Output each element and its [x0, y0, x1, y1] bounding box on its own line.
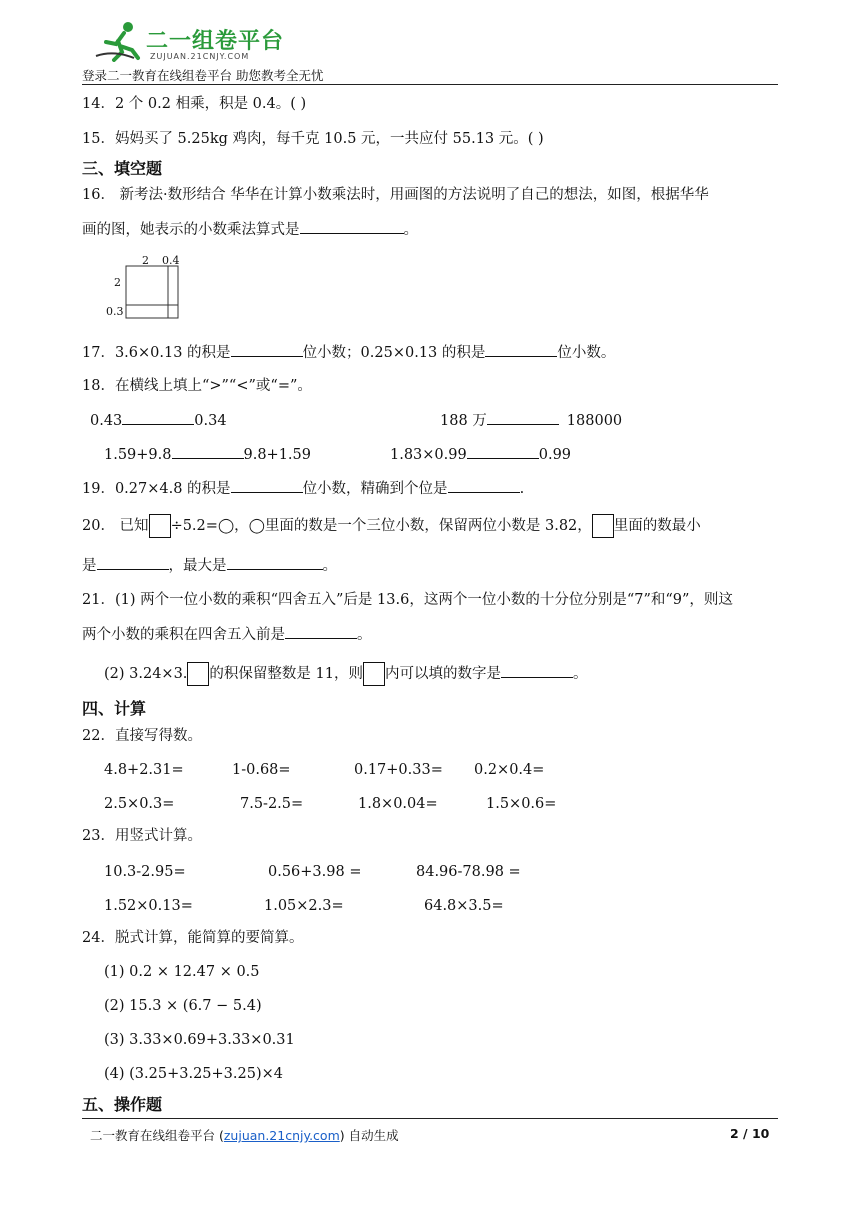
question-20-line2: [82, 555, 337, 576]
compare-right: 0.99: [538, 447, 572, 463]
question-21-part2: [104, 662, 587, 686]
calc-item: 1.8×0.04=: [358, 796, 438, 812]
answer-box[interactable]: [149, 514, 171, 538]
calc-item: 64.8×3.5=: [424, 898, 504, 914]
header-slogan: 登录二一教育在线组卷平台 助您教考全无忧: [82, 68, 324, 83]
logo: [94, 20, 294, 64]
answer-blank[interactable]: [487, 410, 559, 425]
question-23-prompt: 23．用竖式计算。: [82, 828, 202, 844]
question-21-p2a: (2) 3.24×3.: [104, 666, 188, 682]
answer-blank[interactable]: [448, 478, 520, 493]
question-18-prompt: 18．在横线上填上“>”“<”或“=”。: [82, 378, 312, 394]
question-21-line2: [82, 624, 372, 645]
calc-item: (4) (3.25+3.25+3.25)×4: [104, 1066, 283, 1082]
question-24-prompt: 24．脱式计算，能简算的要简算。: [82, 930, 304, 946]
compare-right: 0.34: [194, 413, 227, 429]
compare-left: 1.59+9.8: [104, 447, 172, 463]
question-19: [82, 478, 524, 499]
answer-box[interactable]: [363, 662, 385, 686]
question-21-text: 两个小数的乘积在四舍五入前是: [82, 627, 285, 643]
compare-item: [440, 410, 622, 431]
answer-blank[interactable]: [227, 555, 323, 570]
question-14: 14．2 个 0.2 相乘，积是 0.4。( ): [82, 96, 307, 112]
calc-item: 1.05×2.3=: [264, 898, 344, 914]
section-title: 四、计算: [82, 699, 147, 718]
section-title: 五、操作题: [82, 1095, 163, 1114]
calc-item: 1-0.68=: [232, 762, 291, 778]
footer-rule: [82, 1118, 778, 1119]
compare-right: 188000: [566, 413, 623, 429]
footer-link[interactable]: zujuan.21cnjy.com: [223, 1128, 340, 1143]
logo-subtext: ZUJUAN.21CNJY.COM: [150, 52, 250, 61]
figure-label-top-2: 2: [142, 254, 149, 267]
question-15: 15．妈妈买了 5.25kg 鸡肉，每千克 10.5 元，一共应付 55.13 元。( ): [82, 131, 544, 147]
question-20-line1: [82, 514, 701, 538]
question-20-e: ，最大是: [168, 558, 227, 574]
answer-blank[interactable]: [467, 444, 539, 459]
question-20-a: 20． 已知: [82, 518, 149, 534]
runner-logo-icon: [94, 20, 146, 62]
question-19-a: 19．0.27×4.8 的积是: [82, 481, 231, 497]
page-number: 2 / 10: [730, 1126, 770, 1141]
answer-blank[interactable]: [300, 219, 404, 234]
calc-item: 1.52×0.13=: [104, 898, 193, 914]
calc-item: 10.3-2.95=: [104, 864, 186, 880]
figure-label-left-2: 2: [114, 276, 121, 289]
question-16-line2: [82, 219, 418, 240]
section-title: 三、填空题: [82, 159, 163, 178]
question-17-a: 17．3.6×0.13 的积是: [82, 345, 231, 361]
compare-item: [390, 444, 571, 465]
question-20-b: ÷5.2=◯，◯里面的数是一个三位小数，保留两位小数是 3.82，: [170, 518, 592, 534]
question-17-b: 位小数；0.25×0.13 的积是: [302, 345, 486, 361]
question-17: [82, 342, 615, 363]
compare-left: 1.83×0.99: [390, 447, 467, 463]
compare-right: 9.8+1.59: [243, 447, 311, 463]
answer-box[interactable]: [592, 514, 614, 538]
question-20-c: 里面的数最小: [613, 518, 701, 534]
footer-left: [90, 1126, 399, 1144]
calc-item: 7.5-2.5=: [240, 796, 304, 812]
calc-item: 1.5×0.6=: [486, 796, 557, 812]
answer-blank[interactable]: [231, 342, 303, 357]
question-16-end: 。: [403, 222, 418, 238]
question-21-p2c: 内可以填的数字是: [384, 666, 501, 682]
question-19-c: .: [519, 481, 525, 497]
compare-left: 0.43: [90, 413, 123, 429]
question-19-b: 位小数，精确到个位是: [302, 481, 448, 497]
figure-label-top-04: 0.4: [162, 254, 180, 267]
calc-item: (2) 15.3 × (6.7 − 5.4): [104, 998, 262, 1014]
question-21-p2d: 。: [572, 666, 588, 682]
answer-blank[interactable]: [285, 624, 357, 639]
question-16-line1: 16． 新考法·数形结合 华华在计算小数乘法时，用画图的方法说明了自己的想法，如图，根据华华: [82, 187, 709, 203]
compare-item: [104, 444, 311, 465]
answer-blank[interactable]: [501, 663, 573, 678]
calc-item: (1) 0.2 × 12.47 × 0.5: [104, 964, 260, 980]
calc-item: 4.8+2.31=: [104, 762, 184, 778]
calc-item: 84.96-78.98 =: [416, 864, 521, 880]
question-17-c: 位小数。: [557, 345, 616, 361]
calc-item: 2.5×0.3=: [104, 796, 175, 812]
compare-left: 188 万: [440, 413, 487, 429]
answer-box[interactable]: [187, 662, 209, 686]
footer-text-a: 二一教育在线组卷平台 (: [90, 1128, 224, 1143]
question-20-d: 是: [82, 558, 97, 574]
answer-blank[interactable]: [172, 444, 244, 459]
figure-label-left-03: 0.3: [106, 305, 124, 318]
question-21-line1: 21．(1) 两个一位小数的乘积“四舍五入”后是 13.6，这两个一位小数的十分位分别是“7”和“9”，则这: [82, 592, 733, 608]
compare-item: [90, 410, 227, 431]
answer-blank[interactable]: [485, 342, 557, 357]
area-model-figure: [104, 254, 188, 320]
calc-item: 0.17+0.33=: [354, 762, 443, 778]
question-22-prompt: 22．直接写得数。: [82, 728, 202, 744]
logo-text: 二一组卷平台: [146, 29, 285, 54]
answer-blank[interactable]: [122, 410, 194, 425]
header-rule: [82, 84, 778, 85]
calc-item: 0.56+3.98 =: [268, 864, 362, 880]
footer-text-b: ) 自动生成: [339, 1128, 399, 1143]
question-21-p2b: 的积保留整数是 11，则: [209, 666, 363, 682]
question-20-f: 。: [322, 558, 337, 574]
answer-blank[interactable]: [231, 478, 303, 493]
calc-item: (3) 3.33×0.69+3.33×0.31: [104, 1032, 295, 1048]
question-16-text: 画的图，她表示的小数乘法算式是: [82, 222, 300, 238]
answer-blank[interactable]: [97, 555, 169, 570]
calc-item: 0.2×0.4=: [474, 762, 545, 778]
question-21-end: 。: [357, 627, 372, 643]
